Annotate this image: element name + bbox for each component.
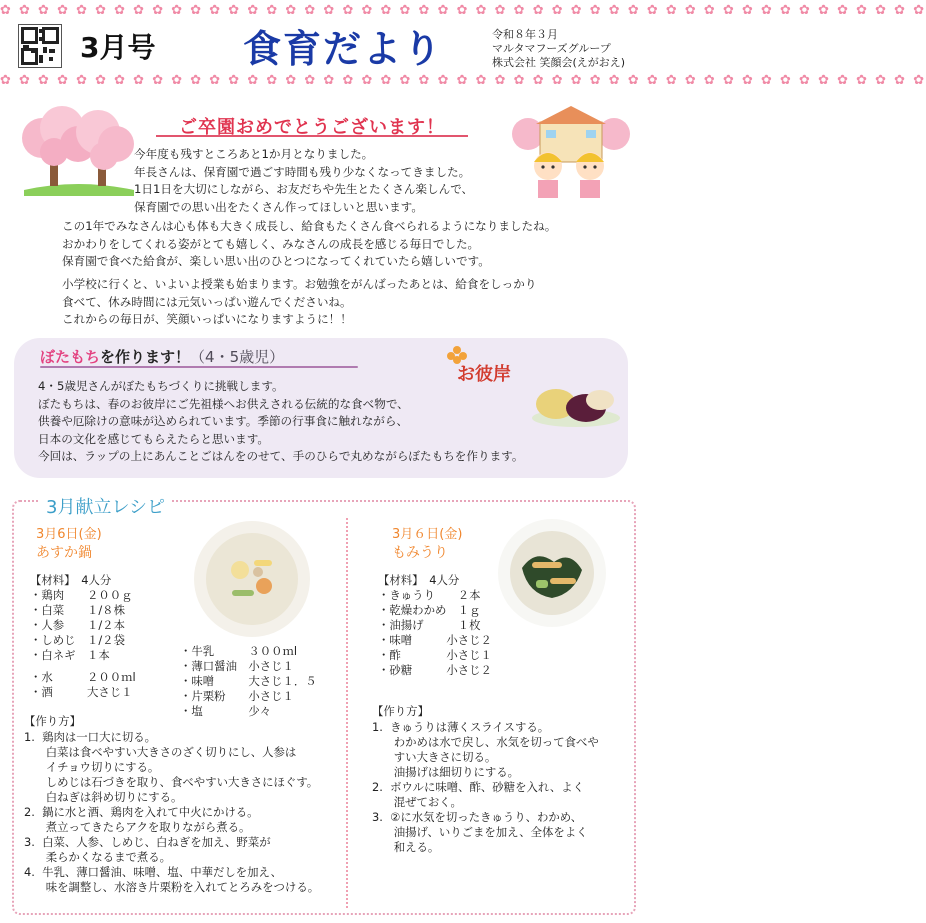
left-recipe-date: 3月6日(金) [36,527,102,542]
publisher-info [492,28,625,70]
flower-border-bottom: ✿ ✿ ✿ ✿ ✿ ✿ ✿ ✿ ✿ ✿ ✿ ✿ ✿ ✿ ✿ ✿ ✿ ✿ ✿ ✿ ✿ ✿ ✿ ✿ ✿ ✿ ✿ ✿ ✿ ✿ ✿ ✿ ✿ ✿ ✿ ✿ ✿ ✿ ✿ ✿ ✿ ✿ ✿ ✿ ✿ ✿ ✿ ✿ ✿ [0,73,926,88]
heading-underline [40,366,358,368]
newsletter-title: 食育だより [243,27,444,71]
right-ingredients: ・きゅうり ２本 ・乾燥わかめ １ｇ ・油揚げ １枚 ・味噌 小さじ２ ・酢 小さじ１ ・砂糖 小さじ２ [378,588,492,677]
cherry-tree-icon [18,104,136,196]
graduation-heading: ご卒園おめでとうございます！ [156,113,468,137]
left-ingredients: ・鶏肉 ２００ｇ ・白菜 １/８株 ・人参 １/２本 ・しめじ １/２袋 ・白ネギ １本 ・水 ２００ｍl ・酒 大さじ１ [30,588,136,699]
recipe-divider [346,518,348,908]
greeting-paragraph-1: 今年度も残すところあと1か月となりました。 年長さんは、保育園で過ごす時間も残り少なくなってきました。 1日1日を大切にしながら、お友だちや先生とたくさん楽しんで、 保育園での思い出をたくさん作ってほしいと思います。 [134,147,474,214]
flower-border-top: ✿ ✿ ✿ ✿ ✿ ✿ ✿ ✿ ✿ ✿ ✿ ✿ ✿ ✿ ✿ ✿ ✿ ✿ ✿ ✿ ✿ ✿ ✿ ✿ ✿ ✿ ✿ ✿ ✿ ✿ ✿ ✿ ✿ ✿ ✿ ✿ ✿ ✿ ✿ ✿ ✿ ✿ ✿ ✿ ✿ ✿ ✿ ✿ ✿ [0,3,926,18]
recipe-heading: 3月献立レシピ [40,493,171,519]
qr-code-icon[interactable] [18,24,62,68]
left-method-label: 【作り方】 [24,714,81,728]
flower-icon [446,344,468,366]
issue-date: 令和８年３月 [492,28,558,41]
left-steps: 1. 鶏肉は一口大に切る。 白菜は食べやすい大きさのざく切りにし、人参は イチョウ切りにする。 しめじは石づきを取り、食べやすい大きさにほぐす。 白ねぎは斜め切りにする。 2. 鍋に水と酒、鶏肉を入れて中火にかける。 煮立ってきたらアクを取りながら煮る。 3. 白菜、人参、しめじ、白ねぎを加え、野菜が 柔らかくなるまで煮る。 4. 牛乳、薄口醤油、味噌、塩、中華だしを加え、 味を調整し、水溶き片栗粉を入れてとろみをつける。 [24,730,320,894]
left-recipe-dish: あすか鍋 [36,545,92,561]
ohigan-badge: お彼岸 [457,364,511,385]
right-steps: 1. きゅうりは薄くスライスする。 わかめは水で戻し、水気を切って食べや すい大きさに切る。 油揚げは細切りにする。 2. ボウルに味噌、酢、砂糖を入れ、よく 混ぜておく。 3. ②に水気を切ったきゅうり、わかめ、 油揚げ、いりごまを加え、全体をよく 和える。 [372,720,599,854]
left-materials-label: 【材料】 4人分 [30,573,112,587]
company-name: 株式会社 笑顔会(えがおえ) [492,56,626,69]
botamochi-text: 4・5歳児さんがぼたもちづくりに挑戦します。 ぼたもちは、春のお彼岸にご先祖様へお供えされる伝統的な食べ物で、 供養や厄除けの意味が込められています。季節の行事食に触れながら、 日本の文化を感じてもらえたらと思います。 今回は、ラップの上にあんことごはんをのせて、手のひらで丸めながらぼたもちを作ります。 [38,379,524,463]
right-materials-label: 【材料】 4人分 [378,573,460,587]
right-recipe-date: 3月６日(金) [392,527,463,542]
momiuri-photo [496,518,608,628]
group-name: マルタマフーズグループ [492,42,611,55]
botamochi-heading: ぼたもちを作ります！（4・5歳児） [40,348,285,366]
botamochi-icon [530,378,622,428]
right-method-label: 【作り方】 [372,704,429,718]
issue-label: 3月号 [80,31,156,64]
greeting-paragraph-2: この1年でみなさんは心も体も大きく成長し、給食もたくさん食べられるようになりましたね。 おかわりをしてくれる姿がとても嬉しく、みなさんの成長を感じる毎日でした。 保育園で食べた給食が、楽しい思い出のひとつになってくれていたら嬉しいです。 [62,219,557,268]
school-children-icon [512,104,630,200]
asuka-nabe-photo [192,520,312,638]
left-ingredients-2: ・牛乳 ３００ｍl ・薄口醤油 小さじ１ ・味噌 大さじ１．５ ・片栗粉 小さじ１ ・塩 少々 [180,644,317,718]
greeting-paragraph-3: 小学校に行くと、いよいよ授業も始まります。お勉強をがんばったあとは、給食をしっかり 食べて、休み時間には元気いっぱい遊んでくださいね。 これからの毎日が、笑顔いっぱいになりますように！！ [62,277,537,326]
right-recipe-dish: もみうり [392,545,448,561]
